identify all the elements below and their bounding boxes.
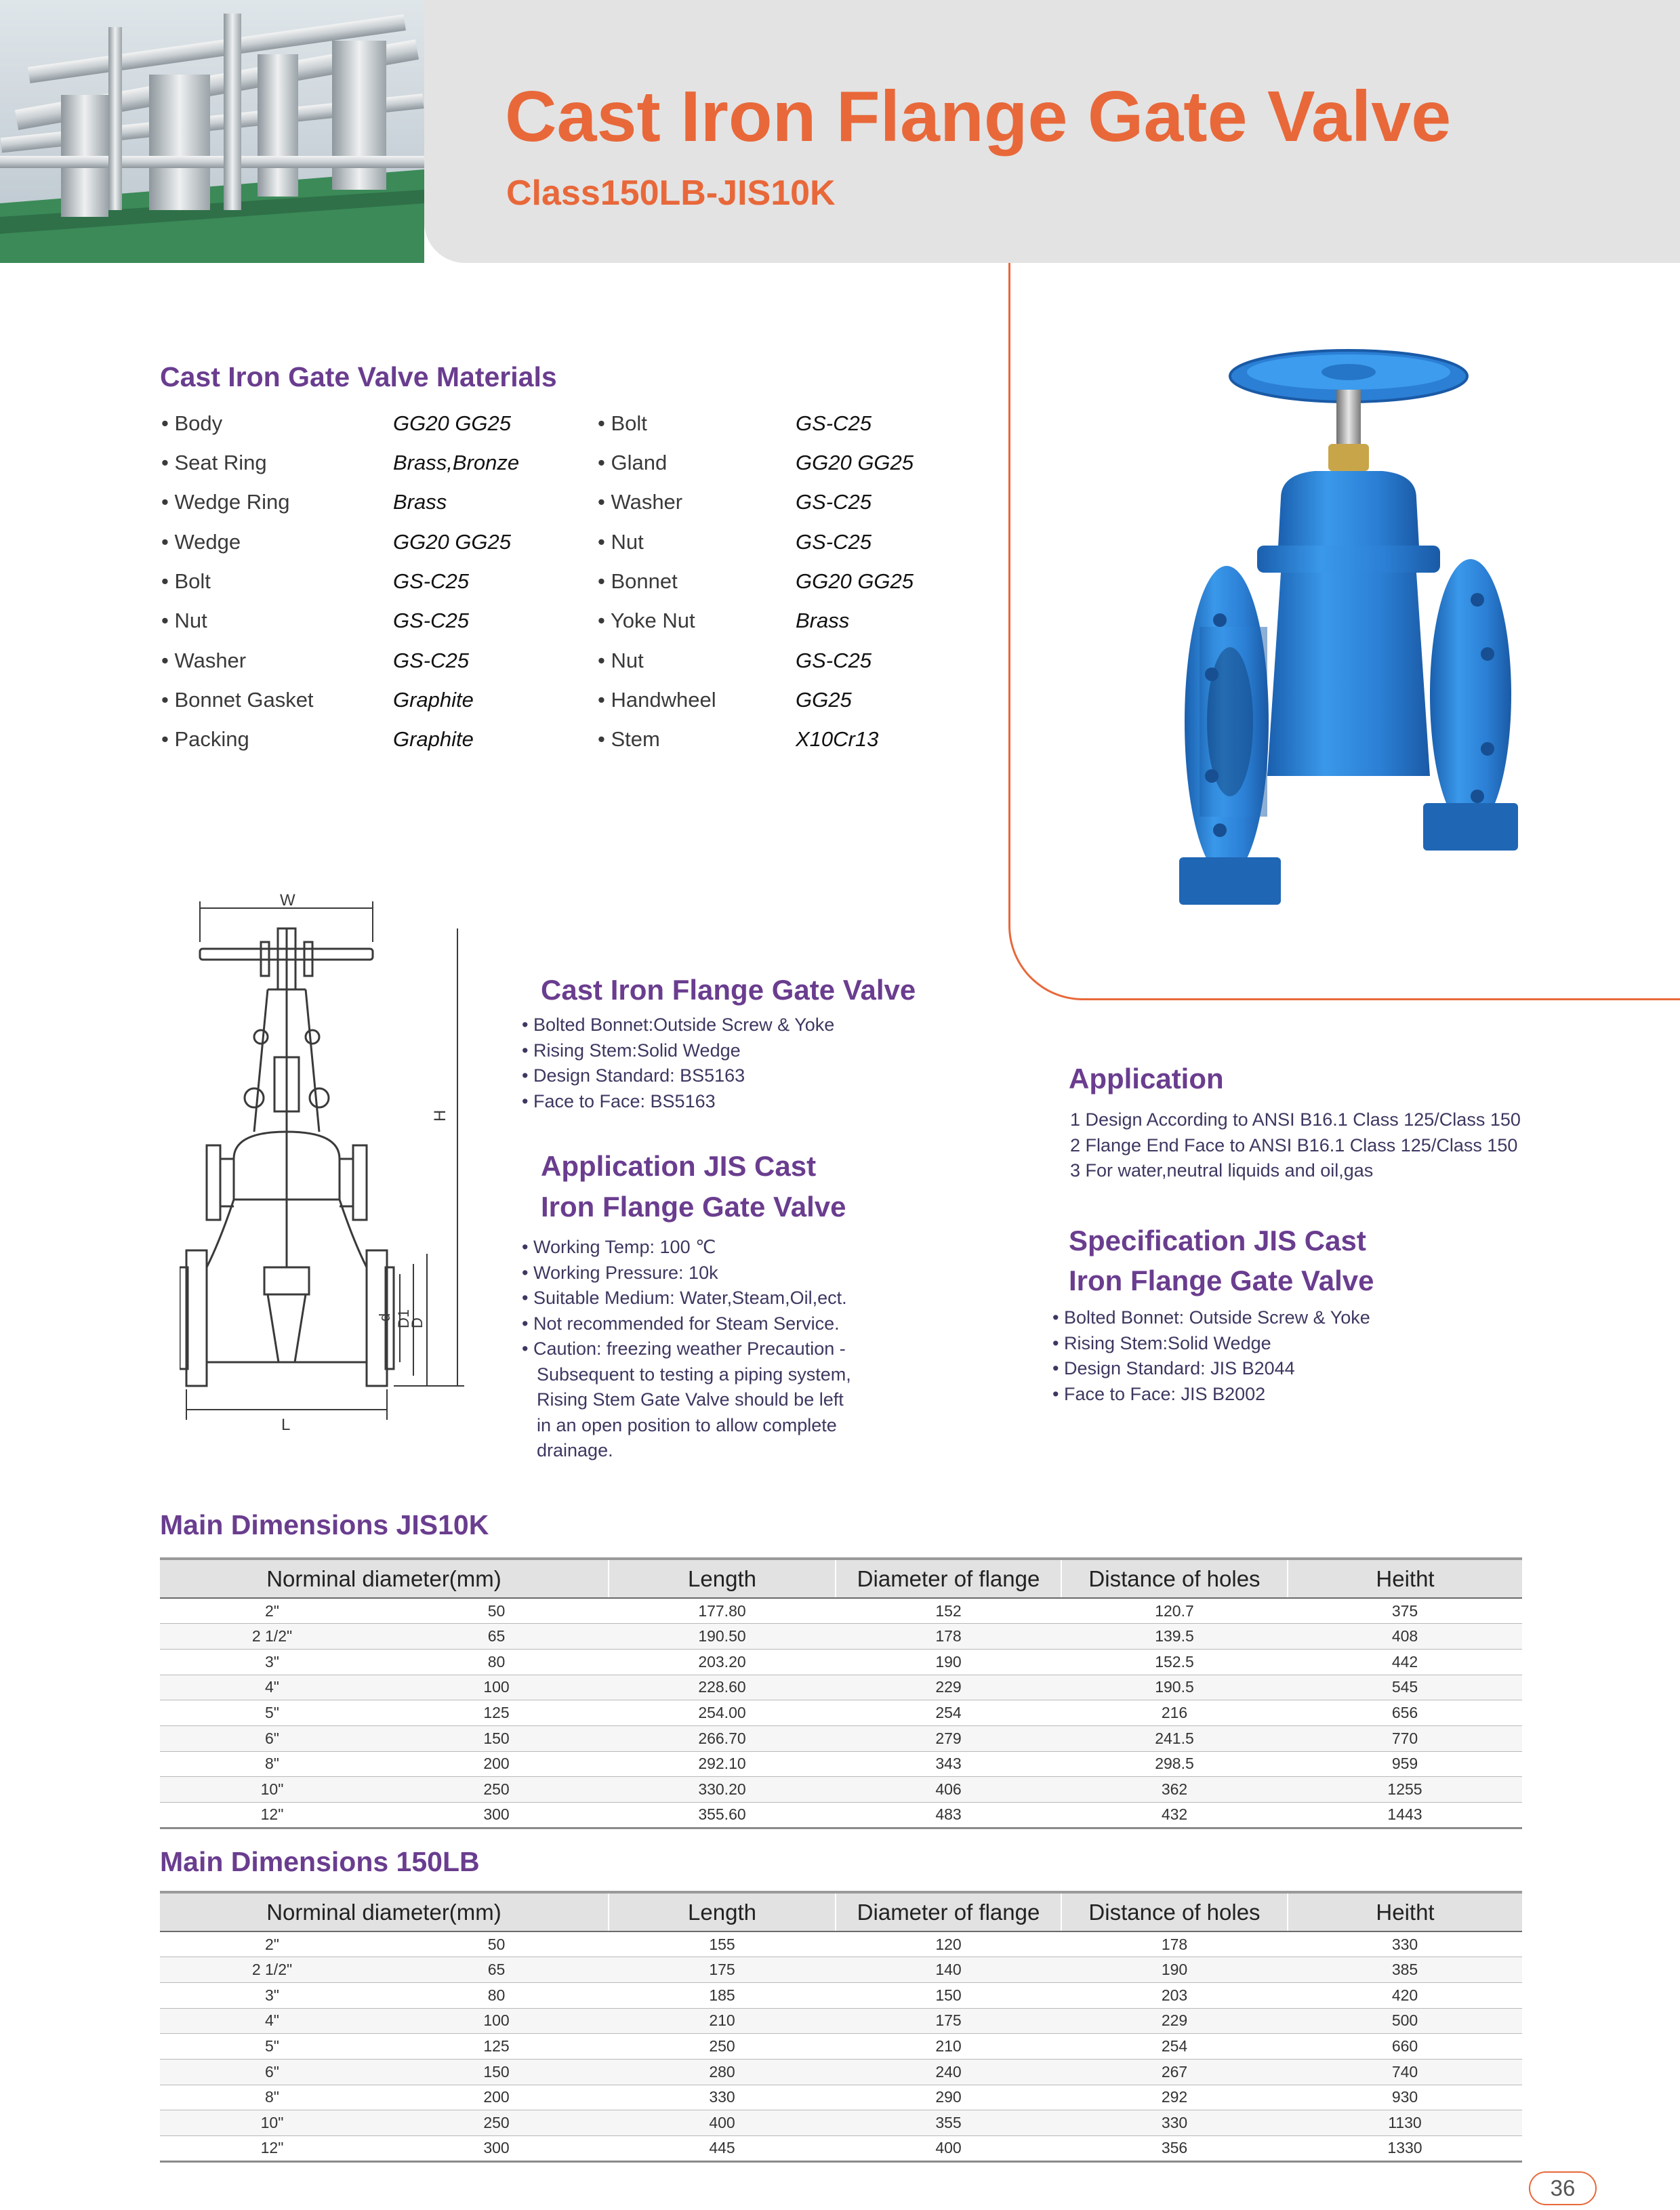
drawing-label-d1: D1 — [395, 1309, 412, 1328]
table-row — [160, 2110, 1522, 2136]
material-name — [161, 490, 290, 514]
table-cell: 330 — [609, 2085, 836, 2110]
material-name — [598, 688, 716, 712]
material-label: • Washer — [598, 490, 682, 514]
col-flange: Diameter of flange — [836, 1892, 1061, 1931]
table-cell: 6" — [160, 1725, 384, 1751]
col-holes: Distance of holes — [1061, 1559, 1288, 1598]
material-label: • Bonnet Gasket — [161, 688, 314, 712]
table-cell: 185 — [609, 1982, 836, 2008]
caution-line: Rising Stem Gate Valve should be left — [537, 1389, 844, 1410]
list-item: 1 Design According to ANSI B16.1 Class 125/Class 150 — [1070, 1109, 1521, 1130]
table-cell: 6" — [160, 2059, 384, 2085]
table-cell: 298.5 — [1061, 1751, 1288, 1777]
table-cell: 139.5 — [1061, 1624, 1288, 1650]
table-cell: 203.20 — [609, 1649, 836, 1675]
table-row — [160, 1777, 1522, 1803]
jis10k-heading: Main Dimensions JIS10K — [160, 1509, 489, 1540]
table-cell: 210 — [609, 2008, 836, 2034]
material-value: X10Cr13 — [796, 727, 879, 751]
material-label: • Bolt — [598, 411, 647, 435]
flange-valve-list — [522, 1012, 834, 1114]
spec-jis-list — [1052, 1305, 1370, 1407]
header-photo — [0, 0, 424, 263]
table-cell: 254.00 — [609, 1700, 836, 1726]
table-cell: 4" — [160, 2008, 384, 2034]
drawing-label-d-big: D — [409, 1317, 426, 1328]
table-cell: 330 — [1061, 2110, 1288, 2136]
table-row — [160, 1931, 1522, 1957]
table-row — [160, 1751, 1522, 1777]
table-row — [160, 1725, 1522, 1751]
table-cell: 100 — [384, 1675, 609, 1700]
list-item: 2 Flange End Face to ANSI B16.1 Class 125/Class 150 — [1070, 1134, 1518, 1155]
jis10k-table — [160, 1557, 1522, 1829]
table-cell: 1330 — [1288, 2136, 1522, 2162]
table-cell: 100 — [384, 2008, 609, 2034]
material-name — [598, 490, 682, 514]
table-cell: 740 — [1288, 2059, 1522, 2085]
table-row — [160, 1675, 1522, 1700]
table-row — [160, 1700, 1522, 1726]
material-value: GS-C25 — [796, 411, 872, 435]
col-length: Length — [609, 1892, 836, 1931]
table-cell: 3" — [160, 1649, 384, 1675]
table-cell: 362 — [1061, 1777, 1288, 1803]
col-length: Length — [609, 1559, 836, 1598]
table-cell: 406 — [836, 1777, 1061, 1803]
table-cell: 1443 — [1288, 1803, 1522, 1828]
table-cell: 229 — [1061, 2008, 1288, 2034]
table-cell: 330.20 — [609, 1777, 836, 1803]
material-label: • Wedge Ring — [161, 490, 290, 514]
table-cell: 200 — [384, 1751, 609, 1777]
material-value: Graphite — [393, 688, 474, 712]
table-cell: 250 — [609, 2034, 836, 2060]
table-cell: 267 — [1061, 2059, 1288, 2085]
material-name — [598, 530, 644, 554]
flange-valve-heading: Cast Iron Flange Gate Valve — [541, 974, 916, 1006]
drawing-label-d-small: d — [376, 1313, 393, 1322]
table-row — [160, 2085, 1522, 2110]
table-cell: 125 — [384, 1700, 609, 1726]
table-row — [160, 2034, 1522, 2060]
material-value: GS-C25 — [796, 649, 872, 672]
table-row — [160, 1982, 1522, 2008]
table-cell: 125 — [384, 2034, 609, 2060]
table-cell: 445 — [609, 2136, 836, 2162]
table-cell: 152.5 — [1061, 1649, 1288, 1675]
material-value: GS-C25 — [393, 609, 469, 632]
valve-technical-drawing — [180, 888, 485, 1433]
table-cell: 483 — [836, 1803, 1061, 1828]
list-item: • Bolted Bonnet:Outside Screw & Yoke — [522, 1012, 834, 1038]
app-jis-list — [522, 1235, 851, 1464]
table-cell: 12" — [160, 1803, 384, 1828]
table-cell: 355 — [836, 2110, 1061, 2136]
page-subtitle: Class150LB-JIS10K — [506, 173, 836, 213]
table-cell: 8" — [160, 2085, 384, 2110]
table-cell: 250 — [384, 1777, 609, 1803]
material-label: • Handwheel — [598, 688, 716, 712]
material-label: • Wedge — [161, 530, 241, 554]
material-value: GG25 — [796, 688, 852, 712]
col-holes: Distance of holes — [1061, 1892, 1288, 1931]
material-name — [598, 451, 667, 475]
list-item: • Face to Face: BS5163 — [522, 1089, 834, 1115]
col-nominal: Norminal diameter(mm) — [160, 1892, 609, 1931]
table-cell: 254 — [1061, 2034, 1288, 2060]
material-name — [161, 688, 314, 712]
table-cell: 400 — [609, 2110, 836, 2136]
table-cell: 375 — [1288, 1598, 1522, 1624]
table-cell: 10" — [160, 2110, 384, 2136]
list-item: • Working Pressure: 10k — [522, 1261, 851, 1286]
table-row — [160, 2059, 1522, 2085]
col-nominal: Norminal diameter(mm) — [160, 1559, 609, 1598]
material-value: GG20 GG25 — [796, 569, 914, 593]
material-value: Brass — [393, 490, 447, 514]
table-cell: 250 — [384, 2110, 609, 2136]
material-name — [161, 411, 222, 436]
table-cell: 241.5 — [1061, 1725, 1288, 1751]
caution-line: drainage. — [537, 1440, 613, 1460]
material-label: • Washer — [161, 649, 246, 672]
table-cell: 2 1/2" — [160, 1624, 384, 1650]
application-list — [1070, 1107, 1521, 1184]
industrial-plant-photo — [0, 0, 424, 263]
list-item: • Design Standard: BS5163 — [522, 1063, 834, 1089]
table-cell: 2 1/2" — [160, 1957, 384, 1983]
material-label: • Bonnet — [598, 569, 678, 593]
table-cell: 500 — [1288, 2008, 1522, 2034]
material-value: Brass,Bronze — [393, 451, 520, 474]
list-item: • Design Standard: JIS B2044 — [1052, 1356, 1370, 1382]
table-cell: 80 — [384, 1649, 609, 1675]
table-cell: 2" — [160, 1931, 384, 1957]
lb150-table — [160, 1891, 1522, 2163]
table-cell: 545 — [1288, 1675, 1522, 1700]
list-item: 3 For water,neutral liquids and oil,gas — [1070, 1160, 1374, 1181]
table-cell: 432 — [1061, 1803, 1288, 1828]
table-cell: 1255 — [1288, 1777, 1522, 1803]
table-cell: 300 — [384, 2136, 609, 2162]
table-cell: 959 — [1288, 1751, 1522, 1777]
material-label: • Packing — [161, 727, 249, 751]
material-value: GG20 GG25 — [393, 530, 512, 554]
col-height: Heitht — [1288, 1559, 1522, 1598]
material-value: GS-C25 — [393, 649, 469, 672]
list-item: • Bolted Bonnet: Outside Screw & Yoke — [1052, 1305, 1370, 1331]
table-cell: 152 — [836, 1598, 1061, 1624]
material-name — [161, 649, 246, 673]
table-cell: 228.60 — [609, 1675, 836, 1700]
table-cell: 175 — [609, 1957, 836, 1983]
col-flange: Diameter of flange — [836, 1559, 1061, 1598]
table-row — [160, 1598, 1522, 1624]
list-item: • Working Temp: 100 ℃ — [522, 1235, 851, 1261]
table-cell: 190 — [1061, 1957, 1288, 1983]
table-cell: 280 — [609, 2059, 836, 2085]
lb150-heading: Main Dimensions 150LB — [160, 1846, 480, 1877]
table-cell: 4" — [160, 1675, 384, 1700]
material-name — [161, 727, 249, 752]
table-cell: 65 — [384, 1957, 609, 1983]
table-row — [160, 2008, 1522, 2034]
table-cell: 155 — [609, 1931, 836, 1957]
table-cell: 190.50 — [609, 1624, 836, 1650]
material-value: GS-C25 — [796, 530, 872, 554]
drawing-label-h: H — [431, 1109, 449, 1122]
spec-jis-heading-line2: Iron Flange Gate Valve — [1069, 1265, 1374, 1296]
table-cell: 385 — [1288, 1957, 1522, 1983]
table-cell: 65 — [384, 1624, 609, 1650]
table-cell: 290 — [836, 2085, 1061, 2110]
material-value: Graphite — [393, 727, 474, 751]
table-row — [160, 1957, 1522, 1983]
table-cell: 660 — [1288, 2034, 1522, 2060]
table-cell: 408 — [1288, 1624, 1522, 1650]
table-cell: 229 — [836, 1675, 1061, 1700]
list-item: • Caution: freezing weather Precaution - — [522, 1336, 851, 1362]
list-item: • Rising Stem:Solid Wedge — [522, 1038, 834, 1064]
material-label: • Stem — [598, 727, 660, 751]
table-cell: 216 — [1061, 1700, 1288, 1726]
table-cell: 420 — [1288, 1982, 1522, 2008]
table-cell: 1130 — [1288, 2110, 1522, 2136]
table-cell: 178 — [1061, 1931, 1288, 1957]
caution-line: Subsequent to testing a piping system, — [537, 1364, 851, 1385]
caution-line: in an open position to allow complete — [537, 1414, 837, 1435]
material-name — [161, 530, 241, 554]
page-title: Cast Iron Flange Gate Valve — [505, 77, 1452, 157]
table-cell: 279 — [836, 1725, 1061, 1751]
table-cell: 200 — [384, 2085, 609, 2110]
table-row — [160, 2136, 1522, 2162]
material-value: GS-C25 — [796, 490, 872, 514]
table-cell: 120.7 — [1061, 1598, 1288, 1624]
table-row — [160, 1624, 1522, 1650]
table-cell: 292.10 — [609, 1751, 836, 1777]
drawing-label-l: L — [281, 1416, 291, 1433]
table-header-row — [160, 1559, 1522, 1598]
material-label: • Seat Ring — [161, 451, 267, 474]
table-cell: 150 — [836, 1982, 1061, 2008]
table-cell: 2" — [160, 1598, 384, 1624]
table-row — [160, 1649, 1522, 1675]
app-jis-heading-line2: Iron Flange Gate Valve — [541, 1191, 846, 1223]
jis10k-body — [160, 1598, 1522, 1828]
table-cell: 343 — [836, 1751, 1061, 1777]
material-label: • Nut — [598, 649, 644, 672]
material-value: GG20 GG25 — [393, 411, 512, 435]
table-cell: 254 — [836, 1700, 1061, 1726]
table-cell: 330 — [1288, 1931, 1522, 1957]
list-item: • Suitable Medium: Water,Steam,Oil,ect. — [522, 1286, 851, 1311]
table-cell: 5" — [160, 2034, 384, 2060]
table-cell: 150 — [384, 1725, 609, 1751]
table-cell: 656 — [1288, 1700, 1522, 1726]
app-jis-heading-line1: Application JIS Cast — [541, 1150, 817, 1182]
material-value: GS-C25 — [393, 569, 469, 593]
table-cell: 140 — [836, 1957, 1061, 1983]
table-cell: 12" — [160, 2136, 384, 2162]
table-cell: 190.5 — [1061, 1675, 1288, 1700]
gate-valve-product-photo — [1179, 342, 1532, 915]
material-name — [598, 609, 695, 633]
material-name — [161, 609, 207, 633]
material-name — [161, 451, 267, 475]
list-item: • Rising Stem:Solid Wedge — [1052, 1331, 1370, 1357]
table-cell: 300 — [384, 1803, 609, 1828]
material-label: • Nut — [161, 609, 207, 632]
table-cell: 266.70 — [609, 1725, 836, 1751]
drawing-label-w: W — [280, 891, 295, 909]
material-name — [598, 649, 644, 673]
material-name — [598, 411, 647, 436]
col-height: Heitht — [1288, 1892, 1522, 1931]
list-item: • Face to Face: JIS B2002 — [1052, 1382, 1370, 1408]
table-cell: 292 — [1061, 2085, 1288, 2110]
materials-heading: Cast Iron Gate Valve Materials — [160, 361, 557, 392]
table-cell: 175 — [836, 2008, 1061, 2034]
material-label: • Nut — [598, 530, 644, 554]
material-name — [598, 727, 660, 752]
list-item: • Not recommended for Steam Service. — [522, 1311, 851, 1337]
table-cell: 5" — [160, 1700, 384, 1726]
table-row — [160, 1803, 1522, 1828]
material-name — [161, 569, 211, 594]
spec-jis-heading-line1: Specification JIS Cast — [1069, 1225, 1366, 1256]
table-cell: 400 — [836, 2136, 1061, 2162]
table-cell: 8" — [160, 1751, 384, 1777]
lb150-body — [160, 1931, 1522, 2161]
table-cell: 355.60 — [609, 1803, 836, 1828]
table-cell: 10" — [160, 1777, 384, 1803]
table-cell: 177.80 — [609, 1598, 836, 1624]
table-cell: 80 — [384, 1982, 609, 2008]
table-header-row — [160, 1892, 1522, 1931]
material-name — [598, 569, 678, 594]
material-label: • Gland — [598, 451, 667, 474]
table-cell: 50 — [384, 1598, 609, 1624]
application-heading: Application — [1069, 1063, 1224, 1094]
material-label: • Bolt — [161, 569, 211, 593]
table-cell: 770 — [1288, 1725, 1522, 1751]
table-cell: 50 — [384, 1931, 609, 1957]
table-cell: 178 — [836, 1624, 1061, 1650]
table-cell: 150 — [384, 2059, 609, 2085]
page-number: 36 — [1529, 2171, 1597, 2205]
material-value: GG20 GG25 — [796, 451, 914, 474]
table-cell: 210 — [836, 2034, 1061, 2060]
table-cell: 203 — [1061, 1982, 1288, 2008]
table-cell: 3" — [160, 1982, 384, 2008]
table-cell: 240 — [836, 2059, 1061, 2085]
table-cell: 930 — [1288, 2085, 1522, 2110]
table-cell: 442 — [1288, 1649, 1522, 1675]
material-value: Brass — [796, 609, 850, 632]
material-label: • Body — [161, 411, 222, 435]
table-cell: 120 — [836, 1931, 1061, 1957]
table-cell: 356 — [1061, 2136, 1288, 2162]
table-cell: 190 — [836, 1649, 1061, 1675]
material-label: • Yoke Nut — [598, 609, 695, 632]
